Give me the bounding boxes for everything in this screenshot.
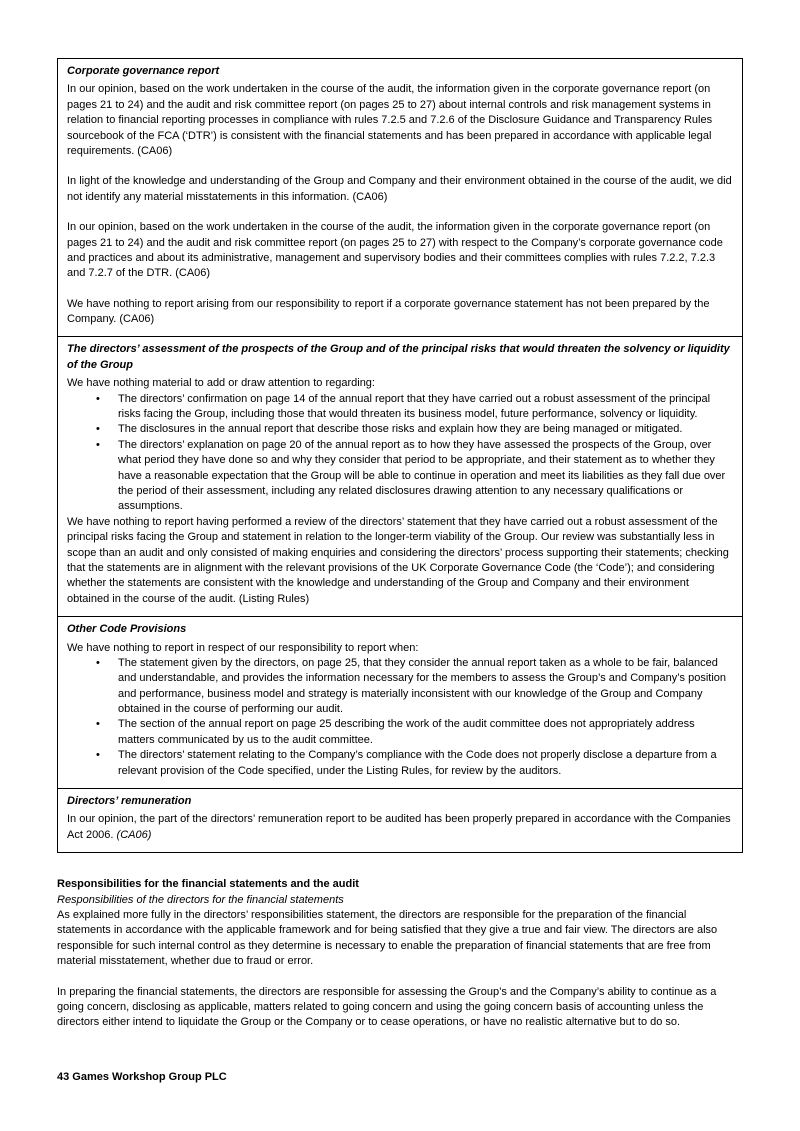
bullet-list bbox=[67, 656, 733, 779]
reference-tag: (CA06) bbox=[116, 828, 152, 841]
paragraph: We have nothing to report arising from our responsibility to report if a corporate governance statement has not been prepared by the Company. (CA06) bbox=[67, 297, 710, 326]
section-heading-other-code-provisions: Other Code Provisions bbox=[67, 623, 187, 636]
section-heading-corporate-governance: Corporate governance report bbox=[67, 65, 220, 77]
section-heading-directors-remuneration: Directors’ remuneration bbox=[67, 795, 192, 808]
section-directors-remuneration bbox=[58, 788, 742, 852]
intro-text: We have nothing to report in respect of our responsibility to report when: bbox=[67, 641, 419, 654]
paragraph: In light of the knowledge and understanding of the Group and Company and their environment obtained in the course of the audit, we did not identify any material misstatements in this information. (CA06) bbox=[67, 175, 732, 203]
responsibilities-section bbox=[57, 877, 743, 1031]
section-heading-directors-assessment: The directors’ assessment of the prospects of the Group and of the principal risks that would threaten the solvency or liquidity of the Group bbox=[67, 343, 730, 371]
paragraph: In our opinion, based on the work undertaken in the course of the audit, the information given in the corporate governance report (on pages 21 to 24) and the audit and risk committee report (on pages 25 to 27) with respect to the Company’s corporate governance code and practices and about its administrative, management and supervisory bodies and their committees complies with rules 7.2.2, 7.2.3 and 7.2.7 of the DTR. (CA06) bbox=[67, 221, 723, 280]
bullet-list bbox=[67, 392, 733, 515]
outro-text: We have nothing to report having performed a review of the directors’ statement that they have carried out a robust assessment of the principal risks facing the Group and statement in relation to the longer-term viability of the Group. Our review was substantially less in scope than an audit and only consisted of making enquiries and considering the directors’ process supporting their statements; checking that the statements are in alignment with the relevant provisions of the UK Corporate Governance Code (the ‘Code’); and considering whether the statements are consistent with the knowledge and understanding of the Group and Company and their environment obtained in the course of the audit. (Listing Rules) bbox=[67, 515, 729, 605]
paragraph-text: In our opinion, the part of the directors’ remuneration report to be audited has been properly prepared in accordance with the Companies Act 2006. bbox=[67, 813, 731, 841]
section-other-code-provisions bbox=[58, 616, 742, 788]
paragraph: As explained more fully in the directors’ responsibilities statement, the directors are responsible for the preparation of the financial statements in accordance with the applicable framework and for being satisfied that they give a true and fair view. The directors are also responsible for such internal control as they determine is necessary to enable the preparation of financial statements that are free from material misstatement, whether due to fraud or error. bbox=[57, 908, 718, 968]
section-directors-assessment bbox=[58, 336, 742, 616]
responsibilities-heading: Responsibilities for the financial statements and the audit bbox=[57, 878, 359, 891]
list-item: • The section of the annual report on page 25 describing the work of the audit committee does not appropriately address matters communicated by us to the audit committee. bbox=[67, 717, 733, 748]
list-item: • The disclosures in the annual report that describe those risks and explain how they are being managed or mitigated. bbox=[67, 422, 733, 437]
list-item: • The directors’ confirmation on page 14 of the annual report that they have carried out a robust assessment of the principal risks facing the Group, including those that would threaten its business model, future performance, solvency or liquidity. bbox=[67, 392, 733, 423]
paragraph bbox=[67, 812, 733, 843]
list-item: • The directors’ statement relating to the Company’s compliance with the Code does not properly disclose a departure from a relevant provision of the Code specified, under the Listing Rules, for review by the auditors. bbox=[67, 748, 733, 779]
list-item: • The statement given by the directors, on page 25, that they consider the annual report taken as a whole to be fair, balanced and understandable, and provides the information necessary for the members to assess the Group’s and Company’s position and performance, business model and strategy is materially inconsistent with our knowledge of the Group and Company obtained in the course of performing our audit. bbox=[67, 656, 733, 718]
list-item: • The directors’ explanation on page 20 of the annual report as to how they have assessed the prospects of the Group, over what period they have done so and why they consider that period to be appropriate, and their statement as to whether they have a reasonable expectation that the Group will be able to continue in operation and meet its liabilities as they fall due over the period of their assessment, including any related disclosures drawing attention to any necessary qualifications or assumptions. bbox=[67, 438, 733, 515]
paragraph: In our opinion, based on the work undertaken in the course of the audit, the information given in the corporate governance report (on pages 21 to 24) and the audit and risk committee report (on pages 25 to 27) about internal controls and risk management systems in relation to financial reporting processes in compliance with rules 7.2.5 and 7.2.6 of the Disclosure Guidance and Transparency Rules sourcebook of the FCA (‘DTR’) is consistent with the financial statements and has been prepared in accordance with applicable legal requirements. (CA06) bbox=[67, 83, 713, 157]
intro-text: We have nothing material to add or draw attention to regarding: bbox=[67, 377, 375, 390]
paragraph: In preparing the financial statements, the directors are responsible for assessing the Group’s and the Company’s ability to continue as a going concern, disclosing as applicable, matters related to going concern and using the going concern basis of accounting unless the directors either intend to liquidate the Group or the Company or to cease operations, or have no realistic alternative but to do so. bbox=[57, 985, 717, 1029]
page-footer: 43 Games Workshop Group PLC bbox=[57, 1071, 227, 1083]
responsibilities-subheading: Responsibilities of the directors for the financial statements bbox=[57, 893, 344, 906]
section-corporate-governance-report bbox=[58, 59, 742, 336]
audit-opinions-box bbox=[57, 58, 743, 853]
